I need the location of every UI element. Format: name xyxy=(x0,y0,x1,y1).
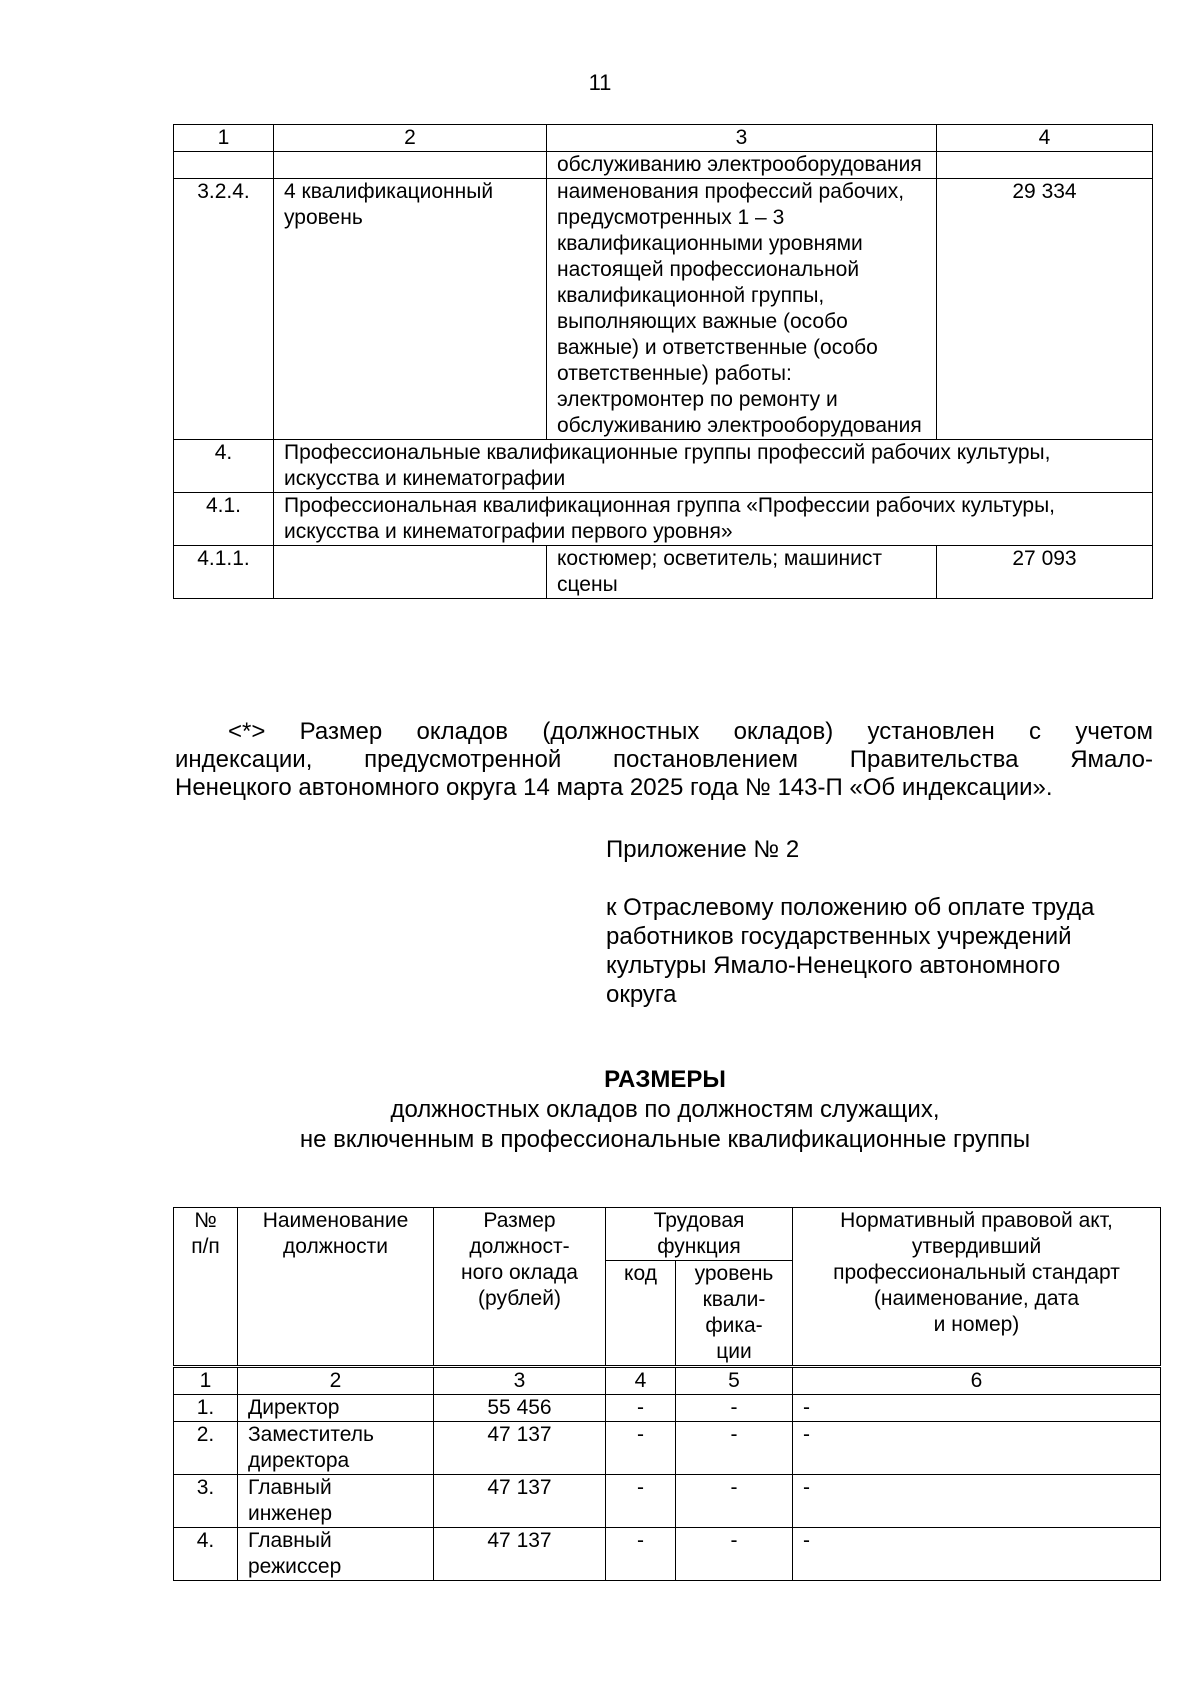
footnote-line: <*> Размер окладов (должностных окладов) установлен с учетом xyxy=(228,718,1153,745)
column-number: 1 xyxy=(174,125,274,152)
qualification-level: - xyxy=(676,1475,793,1528)
header-labor-function: Трудовая функция xyxy=(606,1208,793,1261)
table-row xyxy=(174,1475,1161,1528)
group-title: Профессиональные квалификационные группы профессий рабочих культуры, искусства и кинематографии xyxy=(274,440,1153,493)
row-number: 4. xyxy=(174,1528,238,1581)
row-code: 4.1.1. xyxy=(174,546,274,599)
document-subtitle: должностных окладов по должностям служащих, xyxy=(390,1096,940,1123)
qualification-level: - xyxy=(676,1528,793,1581)
header-regulatory-act: Нормативный правовой акт, утвердивший профессиональный стандарт (наименование, дата и номер) xyxy=(793,1208,1161,1367)
profession-list: наименования профессий рабочих, предусмотренных 1 – 3 квалификационными уровнями настоящей профессиональной квалификационной группы, выполняющих важные (особо важные) и ответственные (особо ответственные) работы: электромонтер по ремонту и обслуживанию электрооборудования xyxy=(547,179,937,440)
regulatory-act: - xyxy=(793,1475,1161,1528)
table-row xyxy=(174,1395,1161,1422)
function-code: - xyxy=(606,1475,676,1528)
qualification-level xyxy=(274,546,547,599)
header-position: Наименование должности xyxy=(238,1208,434,1367)
qualification-level: - xyxy=(676,1395,793,1422)
salary-value xyxy=(937,152,1153,179)
row-code: 3.2.4. xyxy=(174,179,274,440)
function-code: - xyxy=(606,1395,676,1422)
document-heading: РАЗМЕРЫ xyxy=(604,1066,726,1093)
qualification-level: - xyxy=(676,1422,793,1475)
salary-value: 55 456 xyxy=(434,1395,606,1422)
column-number: 6 xyxy=(793,1367,1161,1395)
position-name: Главный режиссер xyxy=(238,1528,434,1581)
column-number: 1 xyxy=(174,1367,238,1395)
regulatory-act: - xyxy=(793,1422,1161,1475)
header-number: № п/п xyxy=(174,1208,238,1367)
table-row xyxy=(174,1528,1161,1581)
salary-value: 47 137 xyxy=(434,1422,606,1475)
header-qualification-level: уровень квали- фика- ции xyxy=(676,1261,793,1367)
table-header-row xyxy=(174,125,1153,152)
profession-list: обслуживанию электрооборудования xyxy=(547,152,937,179)
appendix-text: к Отраслевому положению об оплате труда работников государственных учреждений культуры Ямало-Ненецкого автономного округа xyxy=(606,894,1095,1008)
column-number: 4 xyxy=(606,1367,676,1395)
table-row xyxy=(174,440,1153,493)
table-row xyxy=(174,152,1153,179)
salary-value: 29 334 xyxy=(937,179,1153,440)
regulatory-act: - xyxy=(793,1528,1161,1581)
salary-value: 47 137 xyxy=(434,1528,606,1581)
qualification-level: 4 квалификационный уровень xyxy=(274,179,547,440)
qualification-table xyxy=(173,124,1153,599)
table-row xyxy=(174,179,1153,440)
footnote-line: индексации, предусмотренной постановлением Правительства Ямало- xyxy=(175,746,1153,773)
position-name: Директор xyxy=(238,1395,434,1422)
header-salary: Размер должност- ного оклада (рублей) xyxy=(434,1208,606,1367)
footnote-line: Ненецкого автономного округа 14 марта 2025 года № 143-П «Об индексации». xyxy=(175,774,1053,801)
column-number: 2 xyxy=(238,1367,434,1395)
page-number: 11 xyxy=(588,70,612,95)
position-name: Заместитель директора xyxy=(238,1422,434,1475)
column-number: 2 xyxy=(274,125,547,152)
footnote xyxy=(175,718,1153,802)
table-row xyxy=(174,493,1153,546)
group-title: Профессиональная квалификационная группа «Профессии рабочих культуры, искусства и кинематографии первого уровня» xyxy=(274,493,1153,546)
function-code: - xyxy=(606,1422,676,1475)
column-numbers-row xyxy=(174,1367,1161,1395)
profession-list: костюмер; осветитель; машинист сцены xyxy=(547,546,937,599)
row-number: 1. xyxy=(174,1395,238,1422)
salary-table xyxy=(173,1207,1161,1581)
qualification-level xyxy=(274,152,547,179)
column-number: 3 xyxy=(434,1367,606,1395)
column-number: 5 xyxy=(676,1367,793,1395)
row-code xyxy=(174,152,274,179)
header-code: код xyxy=(606,1261,676,1367)
table-header-row xyxy=(174,1208,1161,1261)
function-code: - xyxy=(606,1528,676,1581)
column-number: 4 xyxy=(937,125,1153,152)
document-subtitle: не включенным в профессиональные квалификационные группы xyxy=(299,1126,1031,1153)
regulatory-act: - xyxy=(793,1395,1161,1422)
row-number: 2. xyxy=(174,1422,238,1475)
row-code: 4.1. xyxy=(174,493,274,546)
column-number: 3 xyxy=(547,125,937,152)
row-code: 4. xyxy=(174,440,274,493)
table-row xyxy=(174,1422,1161,1475)
appendix-label: Приложение № 2 xyxy=(606,836,800,863)
position-name: Главный инженер xyxy=(238,1475,434,1528)
row-number: 3. xyxy=(174,1475,238,1528)
salary-value: 27 093 xyxy=(937,546,1153,599)
salary-value: 47 137 xyxy=(434,1475,606,1528)
table-row xyxy=(174,546,1153,599)
